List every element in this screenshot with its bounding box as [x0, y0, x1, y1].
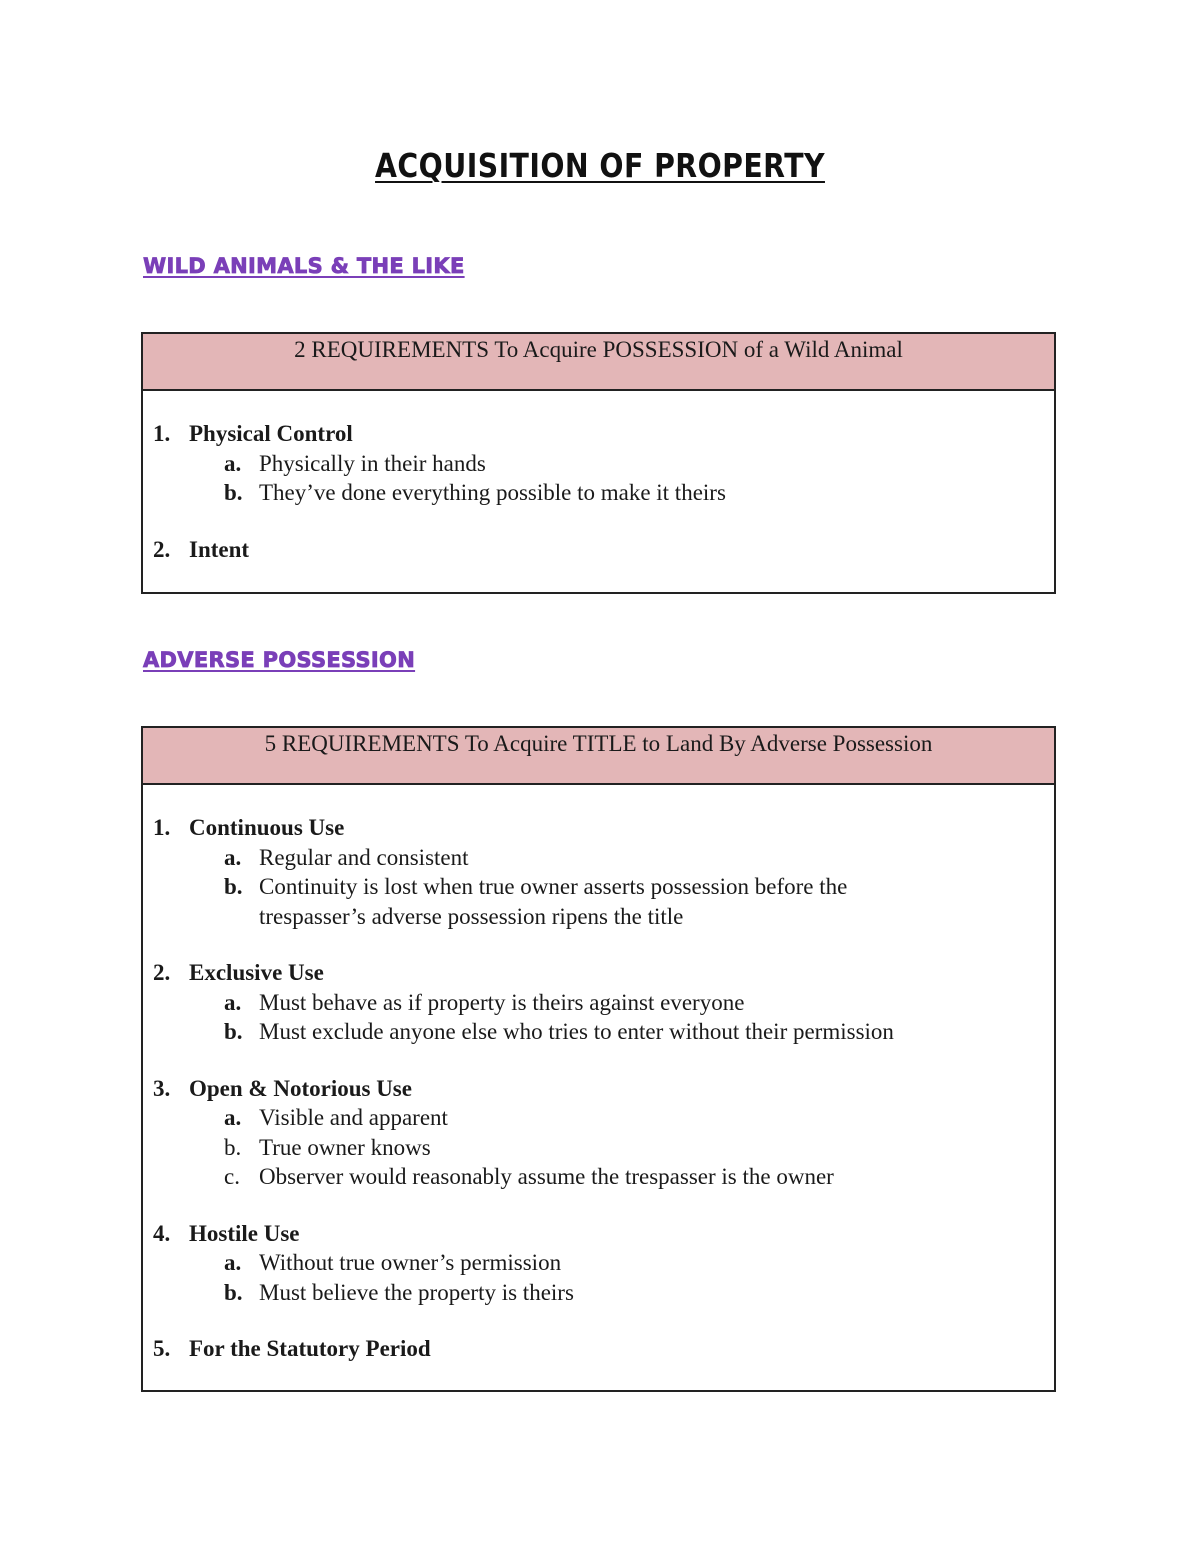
sub-item-letter: b. — [224, 480, 243, 505]
list-item — [153, 813, 1054, 931]
sub-item-letter: b. — [224, 1279, 243, 1305]
section-heading-wild-animals: WILD ANIMALS & THE LIKE — [143, 254, 465, 278]
requirements-box-adverse-possession — [141, 726, 1056, 1392]
sub-item-text: Visible and apparent — [259, 1105, 448, 1130]
sub-item-text: Without true owner’s permission — [259, 1250, 562, 1275]
item-label: Physical Control — [189, 421, 353, 446]
requirements-list — [143, 391, 1054, 564]
requirements-box-wild-animals — [141, 332, 1056, 594]
item-label: Continuous Use — [189, 815, 345, 840]
list-item — [153, 1074, 1054, 1192]
list-item — [153, 958, 1054, 1047]
item-number: 5. — [153, 1336, 171, 1361]
sub-item-text: They’ve done everything possible to make it theirs — [259, 480, 726, 505]
requirements-box-title: 5 REQUIREMENTS To Acquire TITLE to Land By Adverse Possession — [143, 728, 1054, 785]
section-heading-adverse-possession: ADVERSE POSSESSION — [143, 648, 416, 672]
item-label: For the Statutory Period — [189, 1336, 431, 1361]
page-title: ACQUISITION OF PROPERTY — [375, 146, 825, 185]
sub-item-text: Continuity is lost when true owner asserts possession before the trespasser’s adverse possession ripens the title — [259, 874, 848, 929]
item-number: 4. — [153, 1220, 171, 1246]
item-number: 3. — [153, 1075, 171, 1101]
sub-item-letter: a. — [224, 1105, 242, 1130]
sub-item-letter: b. — [224, 1019, 243, 1044]
sub-item-text: Must exclude anyone else who tries to enter without their permission — [259, 1019, 894, 1044]
sub-item-letter: a. — [224, 1250, 242, 1275]
item-label: Hostile Use — [189, 1220, 300, 1246]
sub-item-text: Must believe the property is theirs — [259, 1279, 574, 1305]
item-number: 1. — [153, 421, 171, 446]
requirements-list — [143, 785, 1054, 1364]
sub-item-letter: b. — [224, 1134, 242, 1160]
list-item — [153, 1334, 1054, 1364]
sub-item-text: Observer would reasonably assume the trespasser is the owner — [259, 1164, 834, 1189]
list-item — [153, 1219, 1054, 1308]
item-label: Open & Notorious Use — [189, 1075, 412, 1101]
sub-item-letter: a. — [224, 450, 242, 476]
sub-item-letter: a. — [224, 844, 242, 870]
sub-item-letter: a. — [224, 989, 242, 1015]
sub-item-letter: b. — [224, 874, 243, 899]
item-number: 2. — [153, 536, 171, 562]
sub-item-text: Regular and consistent — [259, 844, 469, 870]
sub-item-text: Must behave as if property is theirs against everyone — [259, 989, 745, 1015]
list-item — [153, 419, 1054, 508]
item-label: Exclusive Use — [189, 960, 324, 985]
list-item — [153, 535, 1054, 565]
requirements-box-title: 2 REQUIREMENTS To Acquire POSSESSION of a Wild Animal — [143, 334, 1054, 391]
sub-item-letter: c. — [224, 1164, 240, 1189]
item-label: Intent — [189, 536, 250, 562]
item-number: 2. — [153, 960, 171, 985]
sub-item-text: True owner knows — [259, 1134, 431, 1160]
item-number: 1. — [153, 815, 171, 840]
sub-item-text: Physically in their hands — [259, 450, 486, 476]
